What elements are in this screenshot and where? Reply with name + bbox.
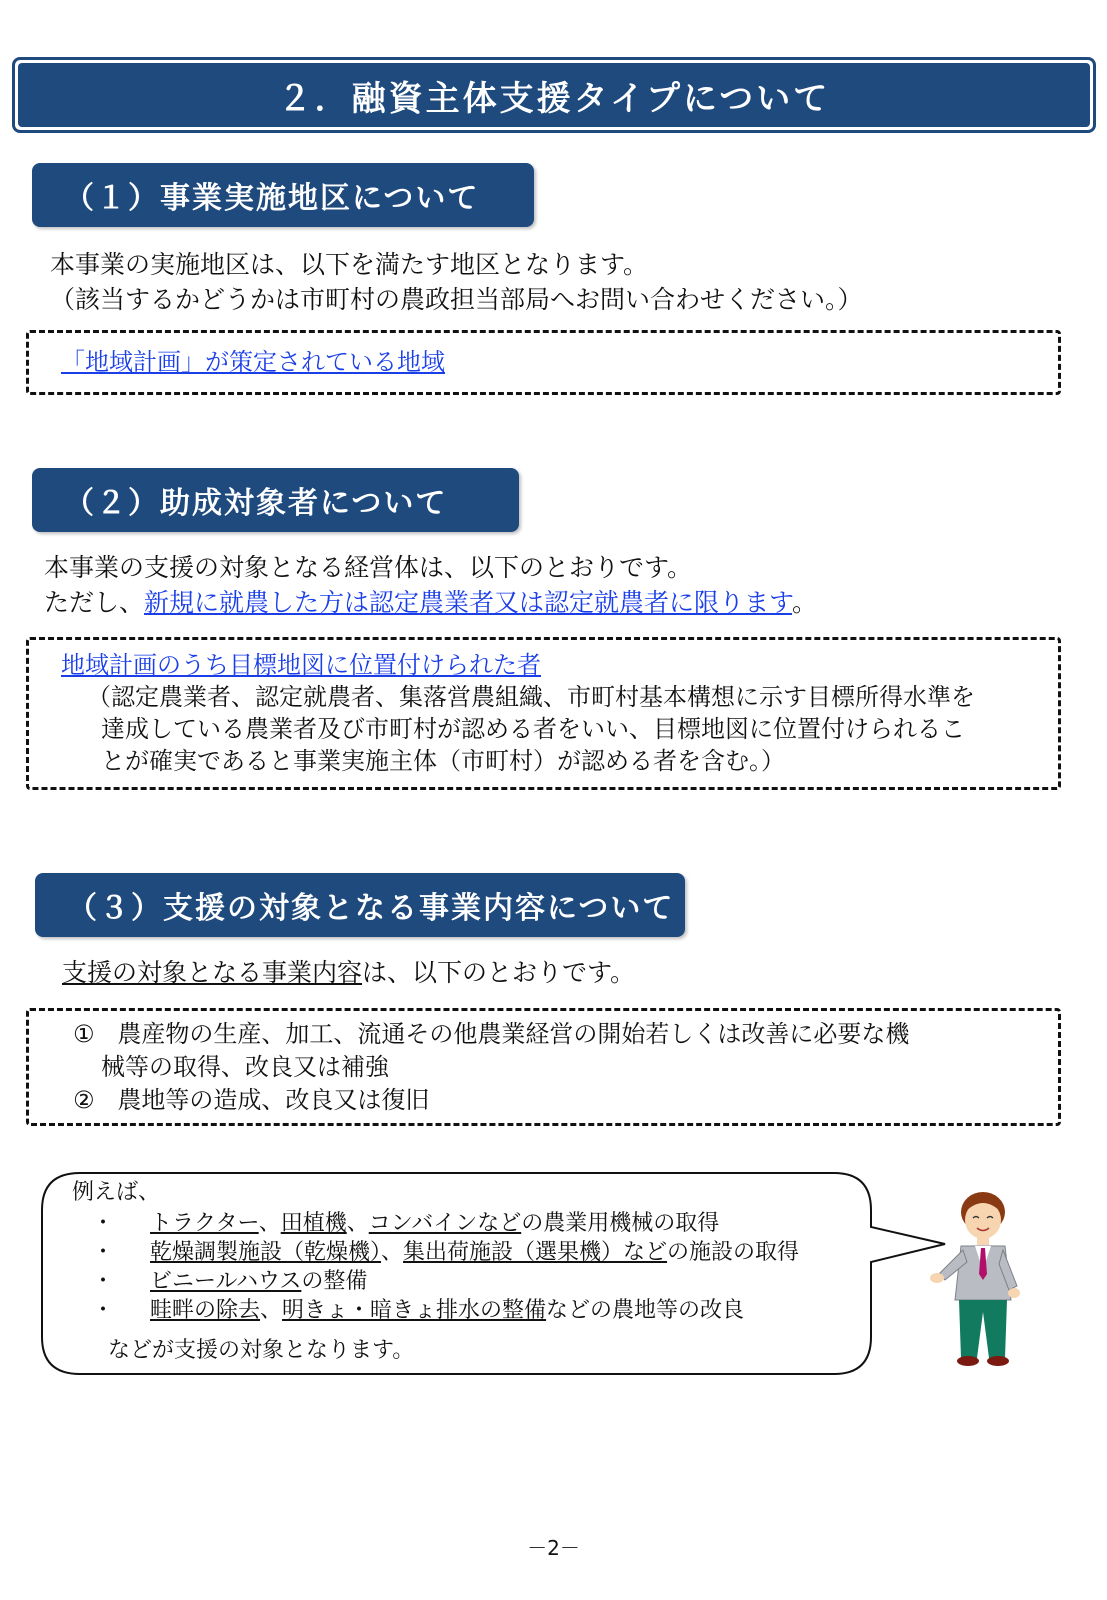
section2-line1: 本事業の支援の対象となる経営体は、以下のとおりです。 xyxy=(44,553,693,582)
example-bullet-1: ・ トラクター、田植機、コンバインなどの農業用機械の取得 xyxy=(92,1211,720,1236)
item1: ① 農産物の生産、加工、流通その他農業経営の開始若しくは改善に必要な機 xyxy=(73,1020,910,1048)
section2-box-line3: とが確実であると事業実施主体（市町村）が認める者を含む。） xyxy=(101,747,785,775)
target-map-link[interactable]: 地域計画のうち目標地図に位置付けられた者 xyxy=(61,651,541,679)
section3-intro: 支援の対象となる事業内容は、以下のとおりです。 xyxy=(62,958,636,987)
example-bullet-3: ・ ビニールハウスの整備 xyxy=(92,1269,368,1294)
example-bullet-4: ・ 畦畔の除去、明きょ・暗きょ排水の整備などの農地等の改良 xyxy=(92,1298,745,1323)
page-number: －2－ xyxy=(527,1536,580,1560)
example-intro: 例えば、 xyxy=(72,1180,161,1205)
section2-box-line1: （認定農業者、認定就農者、集落営農組織、市町村基本構想に示す目標所得水準を xyxy=(87,683,975,711)
section3-heading: （３）支援の対象となる事業内容について xyxy=(35,873,685,937)
section1-line2: （該当するかどうかは市町村の農政担当部局へお問い合わせください。） xyxy=(50,285,863,314)
example-speech-bubble xyxy=(40,1172,874,1375)
section2-line2: ただし、新規に就農した方は認定農業者又は認定就農者に限ります。 xyxy=(44,588,818,617)
new-farmer-restriction-link[interactable]: 新規に就農した方は認定農業者又は認定就農者に限ります xyxy=(144,588,793,617)
businessman-icon xyxy=(925,1190,1035,1370)
item1-continued: 械等の取得、改良又は補強 xyxy=(101,1053,389,1081)
section1-line1: 本事業の実施地区は、以下を満たす地区となります。 xyxy=(50,250,649,279)
section1-condition-box xyxy=(26,330,1061,395)
section2-box-line2: 達成している農業者及び市町村が認める者をいい、目標地図に位置付けられるこ xyxy=(101,715,965,743)
chiiki-keikaku-link[interactable]: 「地域計画」が策定されている地域 xyxy=(61,348,445,376)
section2-target-box xyxy=(26,637,1061,790)
example-closing: などが支援の対象となります。 xyxy=(108,1338,415,1363)
item2: ② 農地等の造成、改良又は復旧 xyxy=(73,1086,430,1114)
section2-heading: （２）助成対象者について xyxy=(32,468,519,532)
section3-items-box xyxy=(26,1008,1061,1126)
example-bullet-2: ・ 乾燥調製施設（乾燥機）、集出荷施設（選果機）などの施設の取得 xyxy=(92,1240,800,1265)
section1-heading: （１）事業実施地区について xyxy=(32,163,534,227)
title-banner xyxy=(12,57,1096,133)
page-title: ２．融資主体支援タイプについて xyxy=(18,63,1090,127)
